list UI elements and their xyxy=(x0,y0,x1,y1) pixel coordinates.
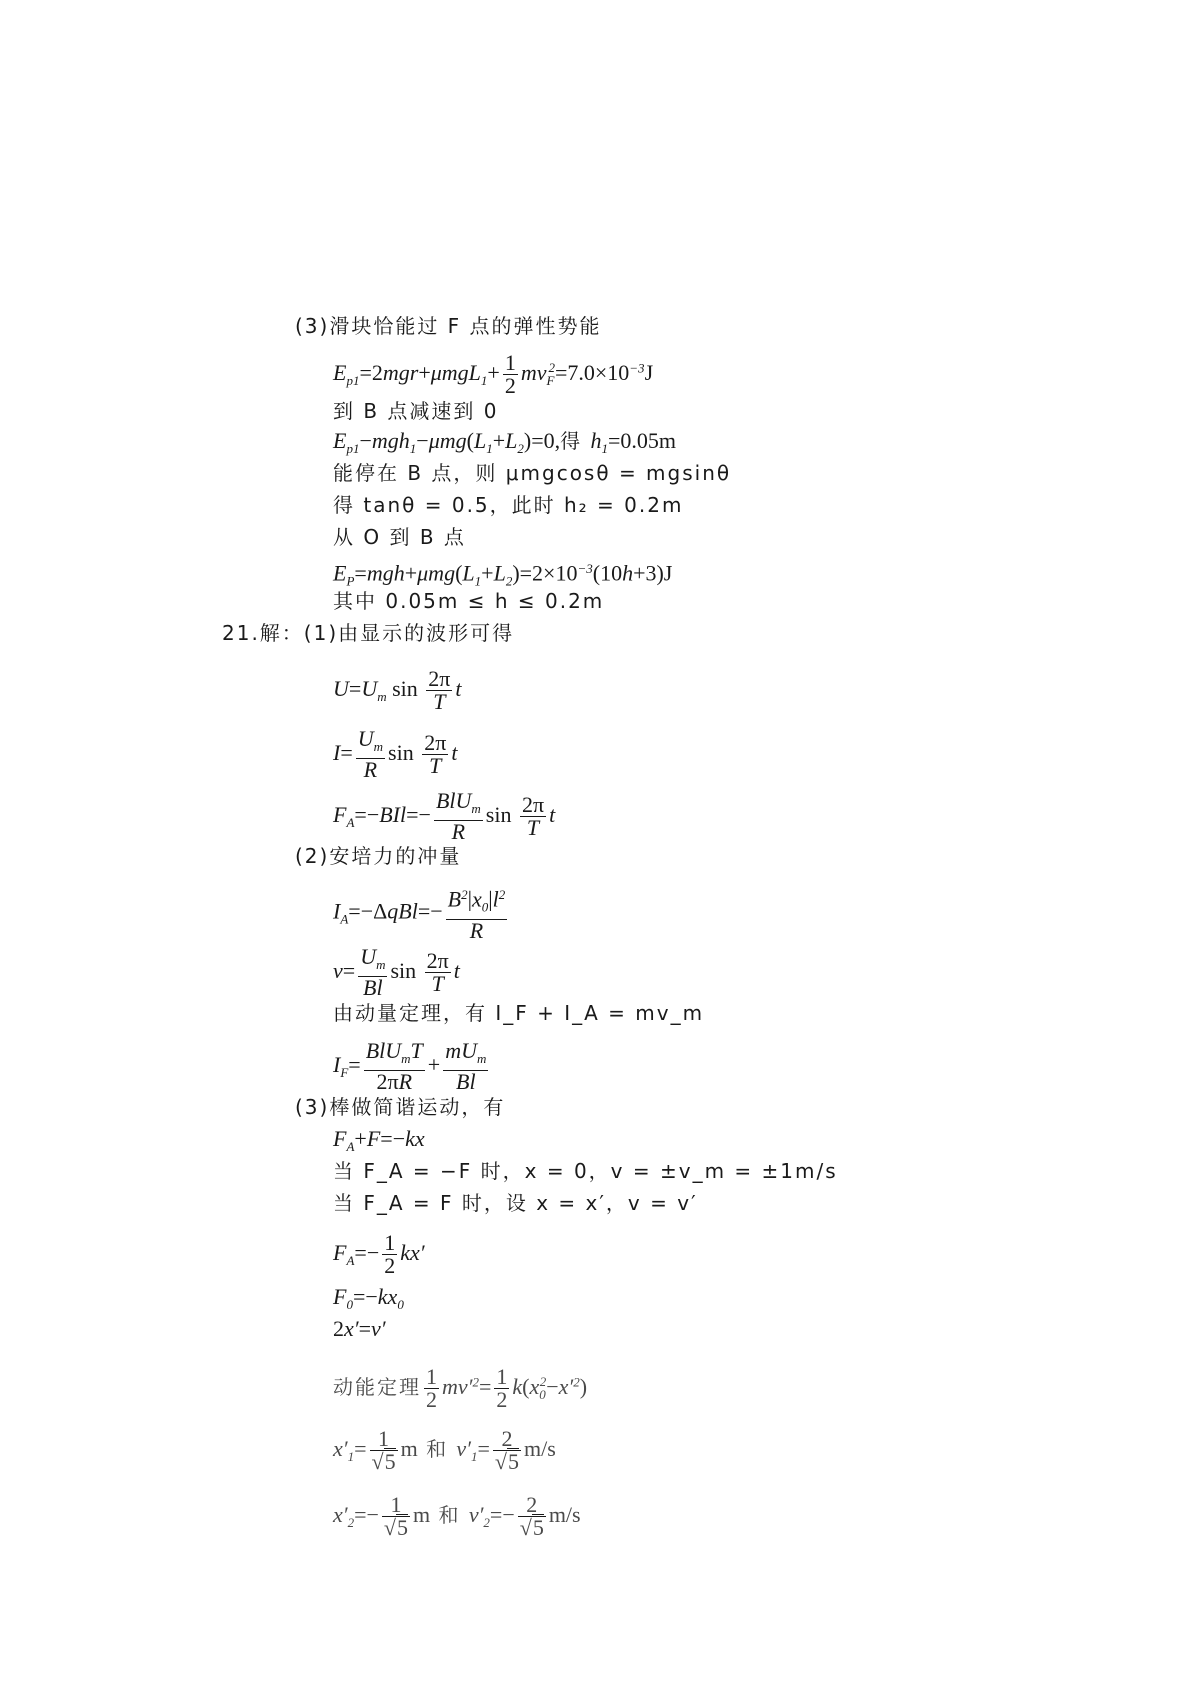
eq-ep: $E_P=mgh+\mu mg(L_1+L_2)=2\times 10^{-3}(10h+3)J$ xyxy=(333,560,673,589)
kinetic-theorem-label: 动能定理 xyxy=(333,1375,421,1399)
and-word-1: 和 xyxy=(426,1437,449,1461)
txt-range: 其中 0.05m ≤ h ≤ 0.2m xyxy=(333,589,605,613)
eq-u: $U=U_m$ sin $\frac{2\pi}{T}$ t xyxy=(333,666,462,714)
unit-ms-1: m/s xyxy=(524,1436,556,1461)
eq-fa-half: $F_A=-$ $\frac{1}{2}$ kx′ xyxy=(333,1230,425,1278)
unit-m-2: m xyxy=(412,1502,431,1527)
eq-i: I= $\frac{U_m}{R}$ sin $\frac{2\pi}{T}$ t xyxy=(333,726,458,782)
and-word-2: 和 xyxy=(438,1503,461,1527)
eq-sol1: $x'_1=$ $\frac{1}{√5}$ m 和 $v'_1=$ $\frac{2}{√5}$ m/s xyxy=(333,1426,556,1474)
q21-part2-heading: (2)安培力的冲量 xyxy=(295,844,462,868)
txt-o-to-b: 从 O 到 B 点 xyxy=(333,525,466,549)
eq-fa: $F_A=-BIl=-$ $\frac{BlU_m}{R}$ sin $\frac{2\pi}{T}$ t xyxy=(333,788,556,844)
eq-2x: 2x′=v′ xyxy=(333,1316,386,1341)
part3-heading: (3)滑块恰能过 F 点的弹性势能 xyxy=(295,314,602,338)
txt-tan: 得 tanθ = 0.5，此时 h₂ = 0.2m xyxy=(333,493,684,517)
eq-if: $I_F=$ $\frac{BlU_mT}{2\pi R}$ + $\frac{mU_m}{Bl}$ xyxy=(333,1038,487,1094)
eq-impulse: $I_A=-\Delta qBl=-$ $\frac{B^2|x_0|l^2}{R}$ xyxy=(333,884,510,942)
eq-sol2: $x'_2=-$ $\frac{1}{√5}$ m 和 $v'_2=-$ $\frac{2}{√5}$ m/s xyxy=(333,1492,581,1540)
txt-to-b-decel: 到 B 点减速到 0 xyxy=(333,399,499,423)
eq-v: v= $\frac{U_m}{Bl}$ sin $\frac{2\pi}{T}$ t xyxy=(333,944,460,1000)
txt-case1: 当 F_A = −F 时，x = 0，v = ±v_m = ±1m/s xyxy=(333,1159,838,1183)
q21-heading: 21.解：(1)由显示的波形可得 xyxy=(222,621,515,645)
txt-stop-at-b: 能停在 B 点，则 μmgcosθ = mgsinθ xyxy=(333,461,732,485)
unit-m-1: m xyxy=(400,1436,418,1461)
eq-energy: 动能定理 $\frac{1}{2}$ $mv'^2=$ $\frac{1}{2}$ $k(x_0^2-x'^2)$ xyxy=(333,1364,588,1412)
eq-f0: $F_0=-kx_0$ xyxy=(333,1284,404,1312)
eq-ep-initial: $E_{p1}=2mgr+\mu mgL_1+$ $\frac{1}{2}$ $mv_F^2=7.0\times 10^{-3}J$ xyxy=(333,350,654,398)
eq-h1: $E_{p1}-mgh_1-\mu mg(L_1+L_2)=0$,得 $h_1=0.05m$ xyxy=(333,428,676,456)
txt-momentum: 由动量定理，有 I_F + I_A = mv_m xyxy=(333,1001,705,1025)
unit-ms-2: m/s xyxy=(548,1502,581,1527)
eq-shm: $F_A+F=-kx$ xyxy=(333,1126,425,1154)
txt-case2: 当 F_A = F 时，设 x = x′，v = v′ xyxy=(333,1191,698,1215)
q21-part3-heading: (3)棒做简谐运动，有 xyxy=(295,1095,506,1119)
